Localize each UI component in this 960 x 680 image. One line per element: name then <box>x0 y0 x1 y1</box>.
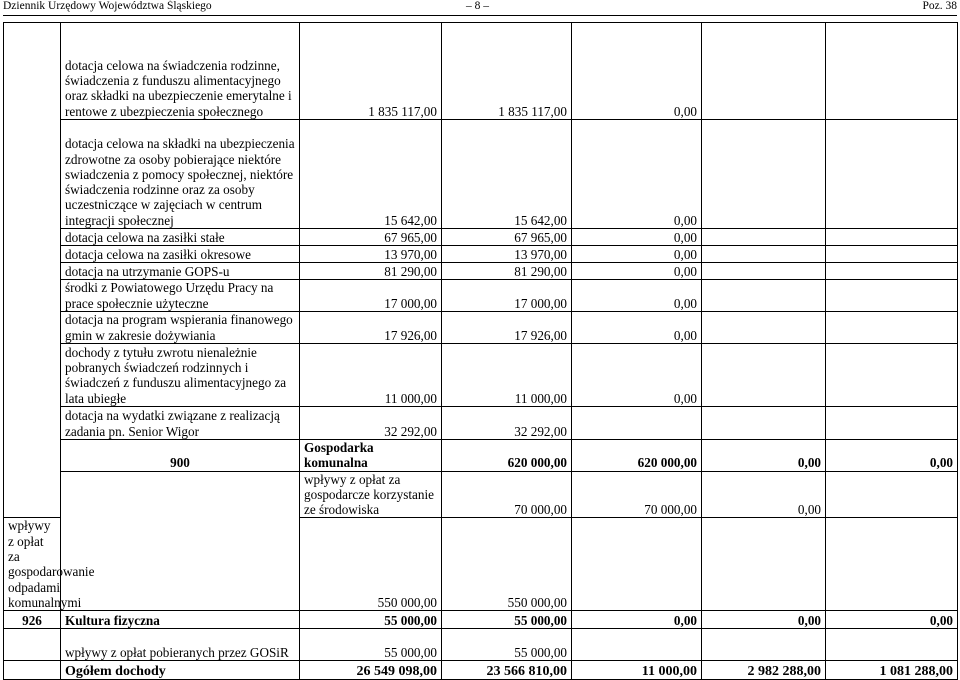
row-value-current: 1 835 117,00 <box>442 23 572 120</box>
row-value-fourth <box>702 23 826 120</box>
page-number: – 8 – <box>466 0 489 12</box>
row-value-plan: 70 000,00 <box>442 471 572 518</box>
row-description: dotacja na program wspierania finanowego gmin w zakresie dożywiania <box>61 312 300 344</box>
row-description: dotacja celowa na składki na ubezpieczenia zdrowotne za osoby pobierające niektóre swiadczenia z pomocy społecznej, niektóre świadczenia rodzinne oraz za osoby uczestniczące w zajęciach w centrum integracji społecznej <box>61 120 300 229</box>
row-value-current: 550 000,00 <box>442 518 572 611</box>
code-cell <box>61 471 300 611</box>
row-value-third <box>572 407 702 440</box>
table-row <box>4 344 958 407</box>
row-value-current: 55 000,00 <box>442 629 572 661</box>
row-value-plan: 32 292,00 <box>300 407 442 440</box>
row-value-fifth <box>826 23 958 120</box>
row-value-plan: 55 000,00 <box>300 629 442 661</box>
row-value-plan: 81 290,00 <box>300 263 442 280</box>
row-value-current: 13 970,00 <box>442 246 572 263</box>
header-rule <box>3 15 957 16</box>
section-value-plan: 55 000,00 <box>300 611 442 629</box>
section-name: Gospodarka komunalna <box>300 440 442 472</box>
table-row <box>4 246 958 263</box>
row-description: wpływy z opłat za gospodarowanie odpadami komunalnymi <box>4 518 61 611</box>
row-value-third: 0,00 <box>702 471 826 518</box>
section-value-third: 0,00 <box>572 611 702 629</box>
total-value-fourth: 2 982 288,00 <box>702 661 826 680</box>
publication-title: Dziennik Urzędowy Województwa Śląskiego <box>3 0 212 12</box>
row-description: dotacja na utrzymanie GOPS-u <box>61 263 300 280</box>
section-row-900 <box>4 440 958 472</box>
row-value-current: 15 642,00 <box>442 120 572 229</box>
row-value-plan: 67 965,00 <box>300 229 442 246</box>
row-value-third: 0,00 <box>572 344 702 407</box>
income-table <box>3 22 958 680</box>
row-value-third: 0,00 <box>572 280 702 312</box>
row-value-plan: 17 000,00 <box>300 280 442 312</box>
table-row <box>4 263 958 280</box>
row-description: dotacja celowa na zasiłki stałe <box>61 229 300 246</box>
row-value-third: 0,00 <box>572 312 702 344</box>
row-description: dotacja celowa na zasiłki okresowe <box>61 246 300 263</box>
section-name: Kultura fizyczna <box>61 611 300 629</box>
row-description: dotacja celowa na świadczenia rodzinne, świadczenia z funduszu alimentacyjnego oraz składki na ubezpieczenie emerytalne i rentowe z ubezpieczenia społecznego <box>61 23 300 120</box>
page-header <box>0 0 960 14</box>
row-value-third: 0,00 <box>572 120 702 229</box>
row-value-current: 17 000,00 <box>442 280 572 312</box>
item-number: Poz. 38 <box>922 0 957 12</box>
row-value-plan: 17 926,00 <box>300 312 442 344</box>
code-cell <box>4 629 61 661</box>
total-value-fifth: 1 081 288,00 <box>826 661 958 680</box>
section-value-fourth: 0,00 <box>826 440 958 472</box>
row-value-third <box>572 518 702 611</box>
section-value-fourth: 0,00 <box>702 611 826 629</box>
row-value-plan: 550 000,00 <box>300 518 442 611</box>
total-value-plan: 26 549 098,00 <box>300 661 442 680</box>
total-row <box>4 661 958 680</box>
row-value-current: 11 000,00 <box>442 344 572 407</box>
row-value-current: 32 292,00 <box>442 407 572 440</box>
row-value-plan: 11 000,00 <box>300 344 442 407</box>
table-row <box>4 229 958 246</box>
table-row <box>4 280 958 312</box>
section-value-third: 0,00 <box>702 440 826 472</box>
row-value-plan: 15 642,00 <box>300 120 442 229</box>
total-value-third: 11 000,00 <box>572 661 702 680</box>
section-value-fifth: 0,00 <box>826 611 958 629</box>
table-row <box>4 120 958 229</box>
row-value-third: 0,00 <box>572 263 702 280</box>
row-description: wpływy z opłat pobieranych przez GOSiR <box>61 629 300 661</box>
row-value-third <box>572 629 702 661</box>
row-value-current: 67 965,00 <box>442 229 572 246</box>
code-cell <box>4 23 61 518</box>
row-description: dochody z tytułu zwrotu nienależnie pobranych świadczeń rodzinnych i świadczeń z funduszu alimentacyjnego za lata ubiegłe <box>61 344 300 407</box>
table-row <box>4 23 958 120</box>
section-value-current: 620 000,00 <box>572 440 702 472</box>
row-value-third: 0,00 <box>572 23 702 120</box>
row-value-current: 70 000,00 <box>572 471 702 518</box>
row-description: dotacja na wydatki związane z realizacją zadania pn. Senior Wigor <box>61 407 300 440</box>
total-value-current: 23 566 810,00 <box>442 661 572 680</box>
section-code: 900 <box>61 440 300 472</box>
row-value-plan: 1 835 117,00 <box>300 23 442 120</box>
section-value-plan: 620 000,00 <box>442 440 572 472</box>
table-row <box>4 312 958 344</box>
row-description: środki z Powiatowego Urzędu Pracy na prace społecznie użyteczne <box>61 280 300 312</box>
row-description: wpływy z opłat za gospodarcze korzystanie ze środowiska <box>300 471 442 518</box>
code-cell <box>4 661 61 680</box>
row-value-current: 81 290,00 <box>442 263 572 280</box>
table-row <box>4 629 958 661</box>
table-row <box>4 407 958 440</box>
section-code: 926 <box>4 611 61 629</box>
table-row <box>4 471 958 518</box>
row-value-current: 17 926,00 <box>442 312 572 344</box>
section-value-current: 55 000,00 <box>442 611 572 629</box>
row-value-plan: 13 970,00 <box>300 246 442 263</box>
row-value-third: 0,00 <box>572 246 702 263</box>
row-value-third: 0,00 <box>572 229 702 246</box>
total-label: Ogółem dochody <box>61 661 300 680</box>
section-row-926 <box>4 611 958 629</box>
